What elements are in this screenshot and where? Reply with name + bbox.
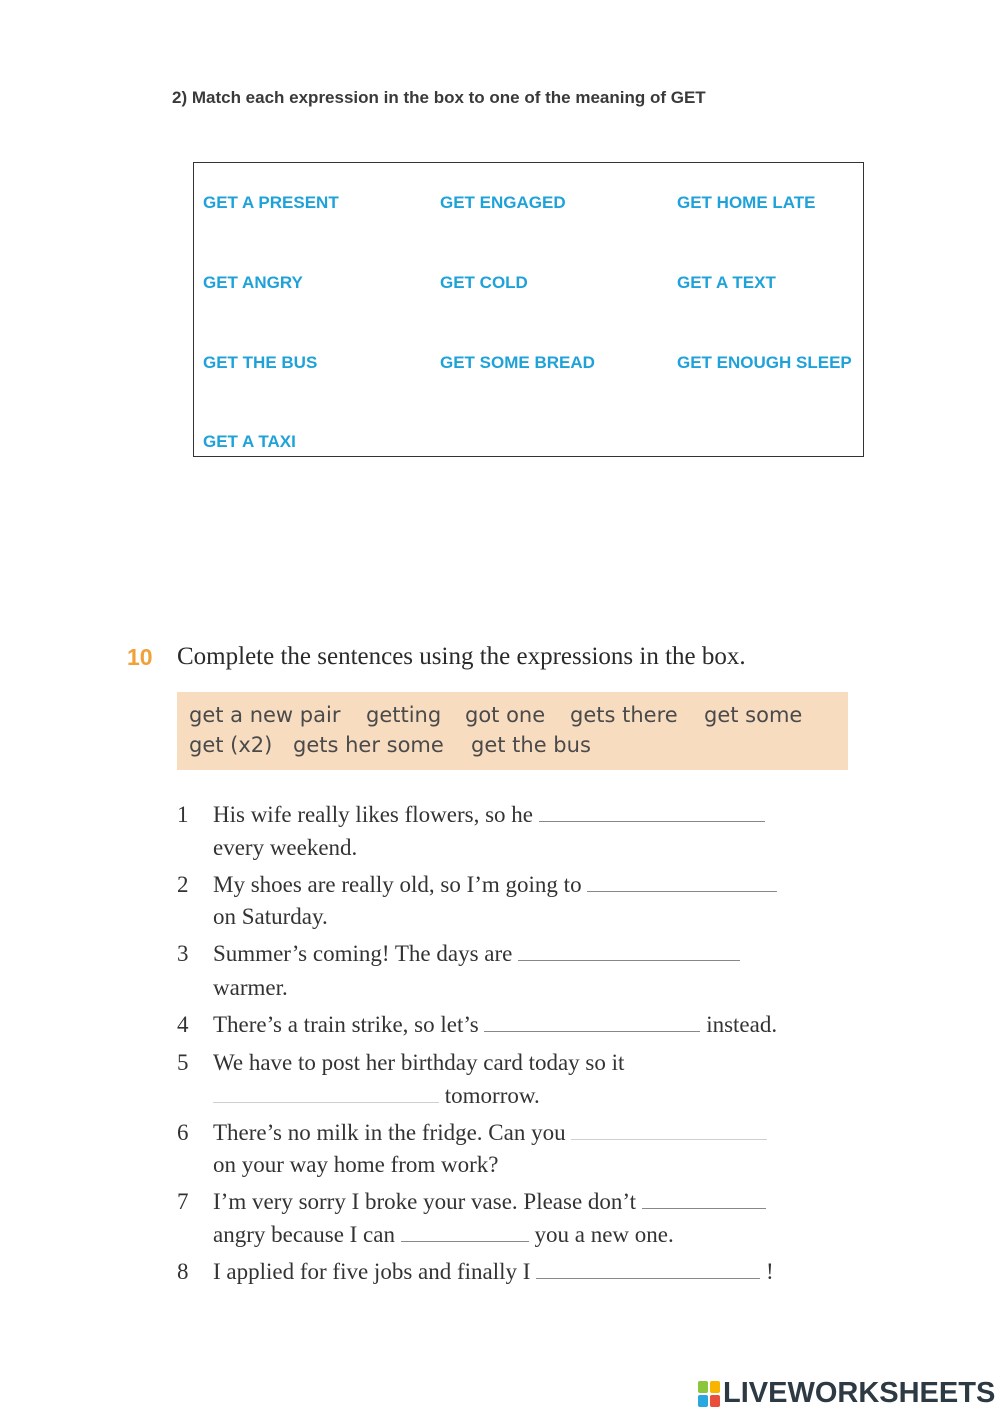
answer-blank[interactable] — [213, 1101, 439, 1103]
word-box-item: got one — [465, 703, 546, 727]
answer-blank[interactable] — [642, 1207, 766, 1209]
sentence-number: 4 — [177, 1012, 189, 1037]
expression-item: GET HOME LATE — [677, 193, 816, 212]
sentence-2-line-1 — [213, 872, 777, 898]
sentence-text: tomorrow. — [444, 1083, 540, 1108]
sentence-number: 6 — [177, 1120, 189, 1145]
expression-item: GET COLD — [440, 273, 528, 292]
sentence-2-line-2: on Saturday. — [213, 904, 328, 929]
word-box-item: gets her some — [293, 733, 444, 757]
sentence-text: you a new one. — [534, 1222, 674, 1247]
sentence-number: 5 — [177, 1050, 189, 1075]
answer-blank[interactable] — [587, 890, 777, 892]
exercise-title: Complete the sentences using the expressions in the box. — [177, 643, 746, 670]
sentence-text: There’s a train strike, so let’s — [213, 1012, 479, 1037]
exercise-number: 10 — [127, 644, 153, 670]
sentence-number: 3 — [177, 941, 189, 966]
sentence-text: Summer’s coming! The days are — [213, 941, 513, 966]
sentence-3-line-2: warmer. — [213, 975, 288, 1000]
sentence-number: 1 — [177, 802, 189, 827]
sentence-8-line-1 — [213, 1259, 774, 1285]
word-box-item: gets there — [570, 703, 678, 727]
sentence-3-line-1 — [213, 941, 740, 967]
sentence-text: There’s no milk in the fridge. Can you — [213, 1120, 566, 1145]
sentence-number: 8 — [177, 1259, 189, 1284]
expression-item: GET SOME BREAD — [440, 353, 595, 372]
sentence-7-line-2 — [213, 1222, 674, 1248]
answer-blank[interactable] — [484, 1030, 700, 1032]
sentence-6-line-1 — [213, 1120, 767, 1146]
answer-blank[interactable] — [518, 959, 740, 961]
sentence-5-line-2 — [213, 1083, 540, 1109]
word-box-item: getting — [366, 703, 442, 727]
expression-item: GET ENGAGED — [440, 193, 566, 212]
expression-item: GET A PRESENT — [203, 193, 339, 212]
sentence-number: 2 — [177, 872, 189, 897]
sentence-5-line-1: We have to post her birthday card today so it — [213, 1050, 625, 1075]
sentence-text: His wife really likes flowers, so he — [213, 802, 534, 827]
expression-item: GET ENOUGH SLEEP — [677, 353, 852, 372]
logo-text: LIVEWORKSHEETS — [723, 1377, 996, 1409]
answer-blank[interactable] — [401, 1240, 529, 1242]
answer-blank[interactable] — [539, 820, 765, 822]
sentence-text: I applied for five jobs and finally I — [213, 1259, 531, 1284]
expression-item: GET A TEXT — [677, 273, 776, 292]
expression-item: GET A TAXI — [203, 432, 296, 451]
expression-item: GET THE BUS — [203, 353, 318, 372]
answer-blank[interactable] — [571, 1138, 767, 1140]
liveworksheets-logo-icon — [698, 1381, 720, 1407]
sentence-4-line-1 — [213, 1012, 777, 1038]
sentence-1-line-2: every weekend. — [213, 835, 358, 860]
sentence-6-line-2: on your way home from work? — [213, 1152, 499, 1177]
sentence-text: My shoes are really old, so I’m going to — [213, 872, 582, 897]
sentence-text: ! — [765, 1259, 774, 1284]
sentence-text: angry because I can — [213, 1222, 395, 1247]
sentence-text: instead. — [706, 1012, 778, 1037]
liveworksheets-logo[interactable] — [698, 1377, 995, 1410]
sentence-7-line-1 — [213, 1189, 766, 1215]
sentence-number: 7 — [177, 1189, 189, 1214]
answer-blank[interactable] — [536, 1277, 760, 1279]
word-box-item: get (x2) — [189, 733, 273, 757]
sentence-1-line-1 — [213, 802, 765, 828]
sentence-text: I’m very sorry I broke your vase. Please don’t — [213, 1189, 637, 1214]
word-box-item: get the bus — [471, 733, 591, 757]
expression-item: GET ANGRY — [203, 273, 303, 292]
question-2-title: 2) Match each expression in the box to one of the meaning of GET — [172, 88, 706, 107]
word-box-item: get a new pair — [189, 703, 341, 727]
word-box-item: get some — [704, 703, 803, 727]
